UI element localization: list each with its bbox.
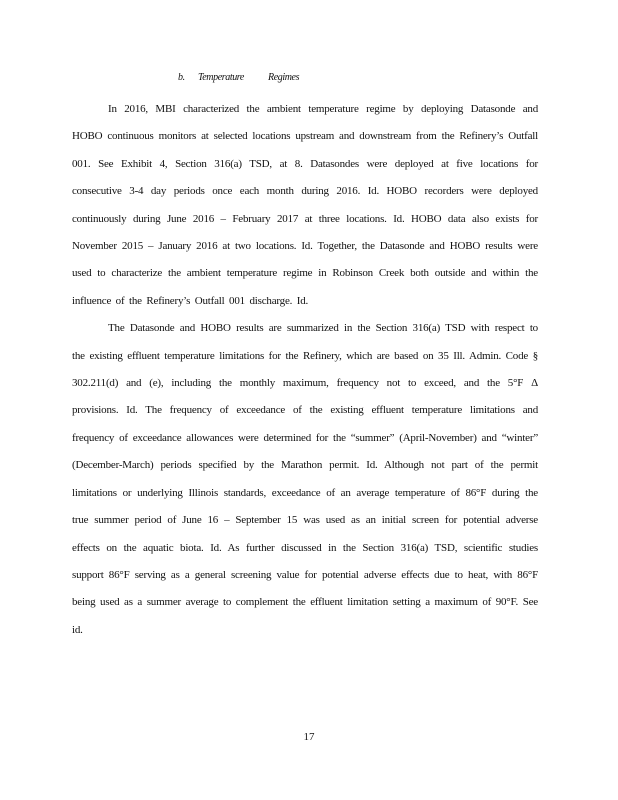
page-number: 17 [303,731,315,743]
section-heading-word-2: Regimes [268,72,300,83]
section-heading-word-1: Temperature [198,72,244,83]
body-text [72,96,538,644]
section-heading-number: b. [178,72,185,83]
section-heading [178,72,299,83]
paragraph-ambient-regime: In 2016, MBI characterized the ambient temperature regime by deploying Datasonde and HOBO continuous monitors at selected locations upstream and downstream from the Refinery’s Outfall 001. See Exhibit 4, Section 316(a) TSD, at 8. Datasondes were deployed at five locations for consecutive 3-4 day periods once each month during 2016. Id. HOBO recorders were deployed continuously during June 2016 – February 2017 at three locations. Id. HOBO data also exists for November 2015 – January 2016 at two locations. Id. Together, the Datasonde and HOBO results were used to characterize the ambient temperature regime in Robinson Creek both outside and within the influence of the Refinery’s Outfall 001 discharge. Id. [72,103,538,307]
paragraph-results-summary: The Datasonde and HOBO results are summarized in the Section 316(a) TSD with respect to the existing effluent temperature limitations for the Refinery, which are based on 35 Ill. Admin. Code § 302.211(d) and (e), including the monthly maximum, frequency not to exceed, and the 5°F Δ provisions. Id. The frequency of exceedance of the existing effluent temperature limitations and frequency of exceedance allowances were determined for the “summer” (April-November) and “winter” (December-March) periods specified by the Marathon permit. Id. Although not part of the permit limitations or underlying Illinois standards, exceedance of an average temperature of 86°F during the true summer period of June 16 – September 15 was used as an initial screen for potential adverse effects on the aquatic biota. Id. As further discussed in the Section 316(a) TSD, scientific studies support 86°F serving as a general screening value for potential adverse effects due to heat, with 86°F being used as a summer average to complement the effluent limitation setting a maximum of 90°F. See id. [72,322,538,636]
